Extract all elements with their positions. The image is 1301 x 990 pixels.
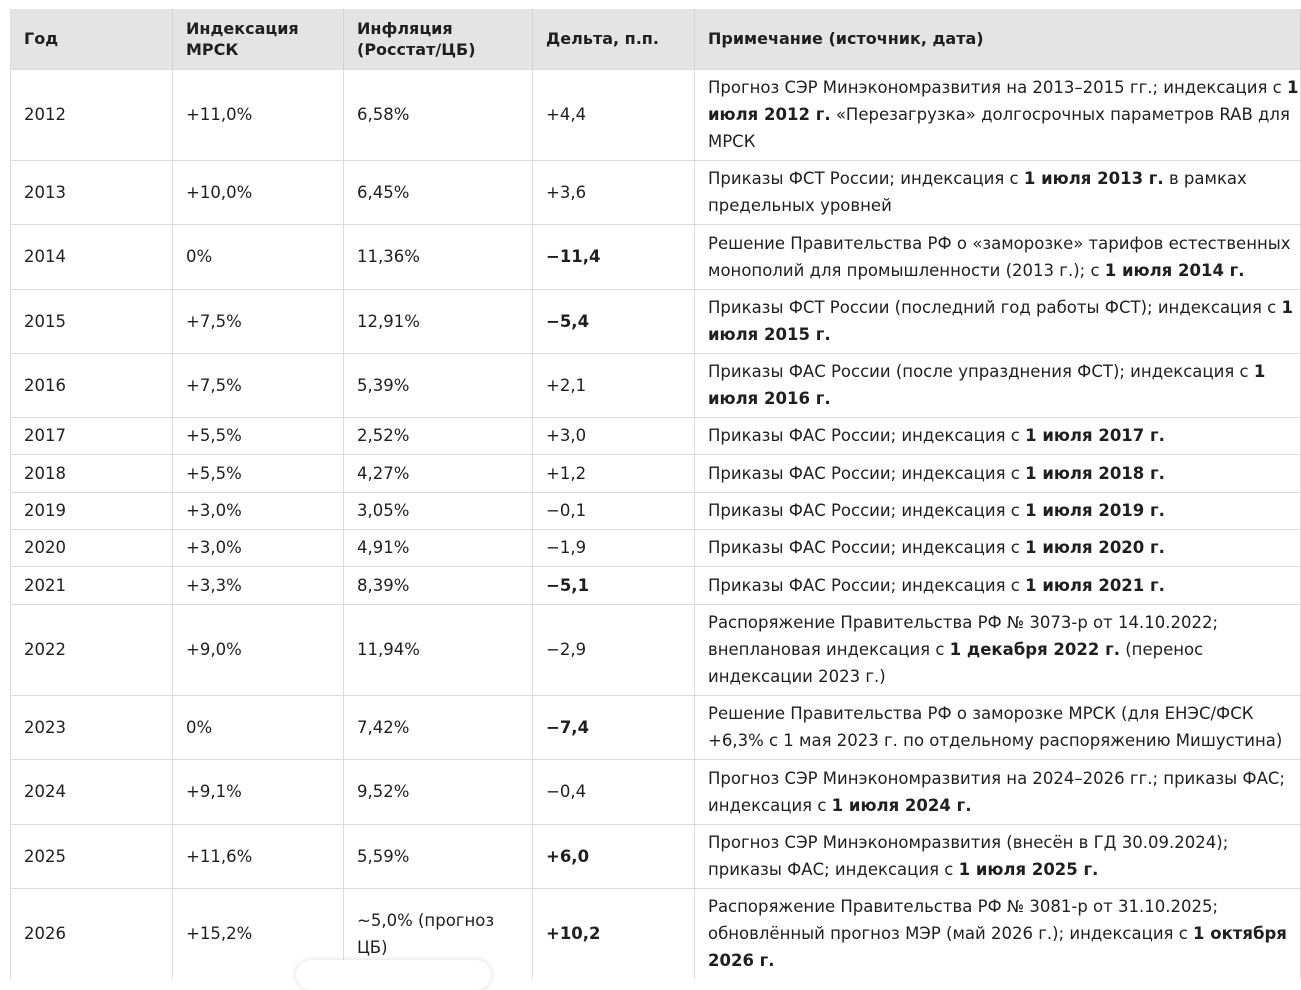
cell-note: [695, 417, 1301, 454]
cell-year: 2021: [11, 566, 173, 604]
note-text: Приказы ФСТ России; индексация с: [708, 169, 1024, 188]
note-text: Прогноз СЭР Минэкономразвития на 2024–2026 гг.; приказы ФАС; индексация с: [708, 768, 1285, 815]
header-mrsk-indexation: Индексация МРСК: [173, 9, 344, 69]
header-row: [11, 9, 1301, 69]
cell-note: [695, 69, 1301, 160]
cell-year: 2015: [11, 289, 173, 353]
note-text: Решение Правительства РФ о «заморозке» тарифов естественных монополий для промышленности (2013 г.); с: [708, 233, 1291, 280]
cell-inflation: 3,05%: [344, 492, 533, 529]
cell-year: 2012: [11, 69, 173, 160]
cell-delta: −0,4: [533, 759, 695, 824]
note-text: Распоряжение Правительства РФ № 3073-р от 14.10.2022; внеплановая индексация с: [708, 613, 1219, 659]
note-text: Приказы ФАС России; индексация с: [708, 463, 1026, 483]
note-date-bold: 1 декабря 2022 г.: [949, 640, 1120, 659]
cell-year: 2014: [11, 224, 173, 289]
cell-delta: −1,9: [533, 529, 695, 566]
table-row: [11, 492, 1301, 529]
note-date-bold: 1 июля 2013 г.: [1023, 169, 1164, 188]
note-date-bold: 1 июля 2021 г.: [1025, 575, 1165, 595]
note-text: Приказы ФСТ России (последний год работы ФСТ); индексация с: [708, 298, 1282, 317]
cell-delta: +1,2: [533, 454, 695, 492]
cell-delta: −7,4: [533, 695, 695, 759]
note-text: Распоряжение Правительства РФ № 3081-р от 31.10.2025; обновлённый прогноз МЭР (май 2026 г.); индексация с: [708, 897, 1219, 944]
floating-overlay-pill[interactable]: [296, 960, 491, 990]
cell-delta: −5,4: [533, 289, 695, 353]
cell-note: [695, 695, 1301, 759]
note-date-bold: 1 июля 2015 г.: [708, 298, 1293, 344]
cell-mrsk-indexation: +3,0%: [173, 529, 344, 566]
cell-inflation: 6,58%: [344, 69, 533, 160]
cell-inflation: 4,27%: [344, 454, 533, 492]
header-inflation: Инфляция (Росстат/ЦБ): [344, 9, 533, 69]
table-row: [11, 529, 1301, 566]
note-text: «Перезагрузка» долгосрочных параметров RAB для МРСК: [708, 105, 1290, 151]
cell-inflation: 11,36%: [344, 224, 533, 289]
cell-mrsk-indexation: +11,6%: [173, 824, 344, 888]
cell-mrsk-indexation: +5,5%: [173, 417, 344, 454]
cell-year: 2013: [11, 160, 173, 224]
table-row: [11, 69, 1301, 160]
table-row: [11, 417, 1301, 454]
note-date-bold: 1 июля 2024 г.: [831, 795, 972, 815]
cell-inflation: 9,52%: [344, 759, 533, 824]
cell-mrsk-indexation: +9,1%: [173, 759, 344, 824]
table-row: [11, 824, 1301, 888]
cell-delta: +3,0: [533, 417, 695, 454]
cell-inflation: 5,59%: [344, 824, 533, 888]
cell-inflation: 12,91%: [344, 289, 533, 353]
note-text: (перенос индексации 2023 г.): [708, 640, 1204, 686]
table-row: [11, 695, 1301, 759]
cell-mrsk-indexation: +11,0%: [173, 69, 344, 160]
note-date-bold: 1 июля 2018 г.: [1025, 463, 1165, 483]
cell-note: [695, 759, 1301, 824]
cell-note: [695, 454, 1301, 492]
cell-note: [695, 160, 1301, 224]
header-delta: Дельта, п.п.: [533, 9, 695, 69]
note-text: в рамках предельных уровней: [708, 169, 1247, 215]
table-row: [11, 454, 1301, 492]
table-row: [11, 160, 1301, 224]
cell-year: 2019: [11, 492, 173, 529]
cell-mrsk-indexation: 0%: [173, 695, 344, 759]
cell-mrsk-indexation: +7,5%: [173, 289, 344, 353]
cell-inflation: ~5,0% (прогноз ЦБ): [344, 888, 533, 979]
table-row: [11, 566, 1301, 604]
cell-inflation: 4,91%: [344, 529, 533, 566]
note-text: Приказы ФАС России (после упразднения ФСТ); индексация с: [708, 362, 1254, 381]
cell-note: [695, 353, 1301, 417]
cell-delta: −0,1: [533, 492, 695, 529]
cell-note: [695, 289, 1301, 353]
cell-inflation: 8,39%: [344, 566, 533, 604]
cell-inflation: 7,42%: [344, 695, 533, 759]
note-text: Приказы ФАС России; индексация с: [708, 501, 1026, 520]
table-row: [11, 289, 1301, 353]
note-date-bold: 1 июля 2025 г.: [958, 860, 1099, 879]
cell-mrsk-indexation: 0%: [173, 224, 344, 289]
table-body: [11, 69, 1301, 979]
cell-mrsk-indexation: +9,0%: [173, 604, 344, 695]
note-date-bold: 1 июля 2017 г.: [1025, 426, 1165, 445]
cell-delta: +10,2: [533, 888, 695, 979]
cell-delta: +2,1: [533, 353, 695, 417]
cell-delta: +3,6: [533, 160, 695, 224]
cell-year: 2020: [11, 529, 173, 566]
cell-mrsk-indexation: +10,0%: [173, 160, 344, 224]
table-row: [11, 604, 1301, 695]
indexation-table: [10, 9, 1301, 979]
note-date-bold: 1 октября 2026 г.: [708, 924, 1287, 971]
cell-inflation: 5,39%: [344, 353, 533, 417]
cell-year: 2023: [11, 695, 173, 759]
note-date-bold: 1 июля 2019 г.: [1025, 501, 1165, 520]
cell-mrsk-indexation: +3,0%: [173, 492, 344, 529]
cell-note: [695, 224, 1301, 289]
cell-delta: −5,1: [533, 566, 695, 604]
cell-year: 2024: [11, 759, 173, 824]
table-row: [11, 353, 1301, 417]
cell-year: 2025: [11, 824, 173, 888]
cell-inflation: 11,94%: [344, 604, 533, 695]
cell-note: [695, 492, 1301, 529]
table-header: [11, 9, 1301, 69]
note-date-bold: 1 июля 2014 г.: [1104, 260, 1245, 280]
header-year: Год: [11, 9, 173, 69]
note-text: Прогноз СЭР Минэкономразвития на 2013–2015 гг.; индексация с: [708, 78, 1287, 97]
note-date-bold: 1 июля 2012 г.: [708, 78, 1299, 124]
cell-inflation: 2,52%: [344, 417, 533, 454]
cell-note: [695, 888, 1301, 979]
cell-mrsk-indexation: +5,5%: [173, 454, 344, 492]
cell-year: 2017: [11, 417, 173, 454]
cell-year: 2022: [11, 604, 173, 695]
cell-year: 2018: [11, 454, 173, 492]
cell-delta: −2,9: [533, 604, 695, 695]
cell-delta: +4,4: [533, 69, 695, 160]
cell-note: [695, 824, 1301, 888]
note-text: Приказы ФАС России; индексация с: [708, 538, 1026, 557]
indexation-table-container: [10, 9, 1299, 979]
cell-mrsk-indexation: +7,5%: [173, 353, 344, 417]
table-row: [11, 224, 1301, 289]
cell-mrsk-indexation: +3,3%: [173, 566, 344, 604]
cell-year: 2016: [11, 353, 173, 417]
table-row: [11, 759, 1301, 824]
cell-note: [695, 566, 1301, 604]
note-date-bold: 1 июля 2016 г.: [708, 362, 1266, 408]
cell-delta: +6,0: [533, 824, 695, 888]
note-text: Решение Правительства РФ о заморозке МРСК (для ЕНЭС/ФСК +6,3% с 1 мая 2023 г. по отдельному распоряжению Мишустина): [708, 704, 1283, 750]
header-note: Примечание (источник, дата): [695, 9, 1301, 69]
cell-note: [695, 529, 1301, 566]
cell-note: [695, 604, 1301, 695]
note-text: Приказы ФАС России; индексация с: [708, 575, 1026, 595]
cell-delta: −11,4: [533, 224, 695, 289]
cell-year: 2026: [11, 888, 173, 979]
cell-inflation: 6,45%: [344, 160, 533, 224]
cell-mrsk-indexation: +15,2%: [173, 888, 344, 979]
note-text: Приказы ФАС России; индексация с: [708, 426, 1026, 445]
note-date-bold: 1 июля 2020 г.: [1025, 538, 1165, 557]
note-text: Прогноз СЭР Минэкономразвития (внесён в ГД 30.09.2024); приказы ФАС; индексация с: [708, 833, 1229, 879]
table-row: [11, 888, 1301, 979]
